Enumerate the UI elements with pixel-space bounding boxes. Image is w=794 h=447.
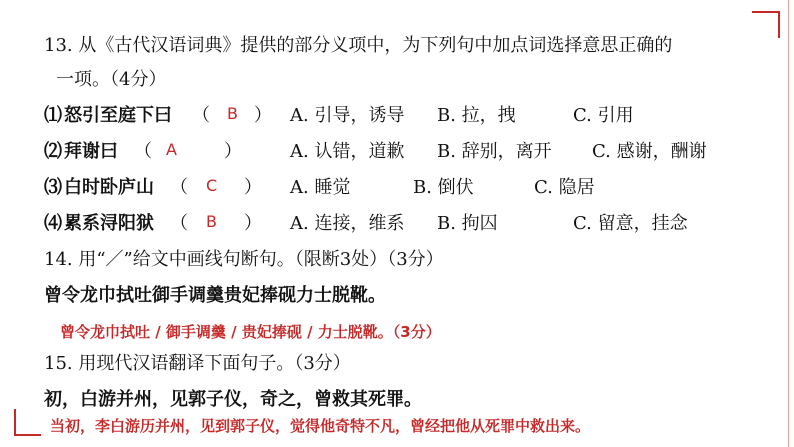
option-c: C. 留意，挂念: [573, 213, 688, 234]
option-a: A. 睡觉: [290, 177, 351, 198]
answer-mark: A: [166, 140, 177, 159]
q13-stem-line2: 一项。（4分）: [56, 69, 167, 90]
q14-answer: 曾令龙巾拭吐 / 御手调羹 / 贵妃捧砚 / 力士脱靴。（3分）: [60, 323, 441, 341]
paren-open: （: [170, 177, 188, 198]
option-b: B. 辞别，离开: [437, 141, 552, 162]
option-b: B. 拉，拽: [437, 105, 516, 126]
item-number: ⑶: [44, 177, 62, 198]
item-phrase: 怒引至庭下曰: [64, 105, 172, 126]
paren-close: ）: [244, 177, 262, 198]
q14-stem: 14. 用“／”给文中画线句断句。（限断3处）（3分）: [44, 249, 444, 270]
q13-stem-line1: 13. 从《古代汉语词典》提供的部分义项中，为下列句中加点词选择意思正确的: [44, 35, 673, 56]
item-phrase: 拜谢曰: [64, 141, 118, 162]
item-phrase: 累系浔阳狱: [64, 213, 154, 234]
answer-mark: B: [206, 212, 217, 231]
paren-close: ）: [244, 213, 262, 234]
paren-open: （: [170, 213, 188, 234]
option-a: A. 认错，道歉: [290, 141, 405, 162]
q15-answer: 当初，李白游历并州，见到郭子仪，觉得他奇特不凡，曾经把他从死罪中救出来。: [50, 417, 591, 435]
option-c: C. 感谢，酬谢: [592, 141, 707, 162]
item-phrase: 白时卧庐山: [64, 177, 154, 198]
option-c: C. 隐居: [534, 177, 595, 198]
q15-stem: 15. 用现代汉语翻译下面句子。（3分）: [44, 353, 351, 374]
answer-mark: B: [227, 104, 238, 123]
paren-close: ）: [224, 141, 242, 162]
option-c: C. 引用: [573, 105, 634, 126]
item-number: ⑴: [44, 105, 62, 126]
item-number: ⑵: [44, 141, 62, 162]
corner-decoration-top-right-vertical: [778, 11, 780, 38]
option-b: B. 倒伏: [413, 177, 474, 198]
option-b: B. 拘囚: [437, 213, 498, 234]
item-number: ⑷: [44, 213, 62, 234]
answer-mark: C: [206, 176, 218, 195]
corner-decoration-bottom-left-vertical: [14, 409, 16, 436]
corner-decoration-top-right: [752, 11, 779, 13]
paren-open: （: [134, 141, 152, 162]
option-a: A. 连接，维系: [290, 213, 405, 234]
option-a: A. 引导，诱导: [290, 105, 405, 126]
q15-text: 初，白游并州，见郭子仪，奇之，曾救其死罪。: [44, 389, 422, 410]
corner-decoration-bottom-left: [14, 434, 41, 436]
paren-open: （: [192, 105, 210, 126]
paren-close: ）: [254, 105, 272, 126]
q14-text: 曾令龙巾拭吐御手调羹贵妃捧砚力士脱靴。: [44, 285, 386, 306]
slide-edge-line: [788, 0, 789, 447]
